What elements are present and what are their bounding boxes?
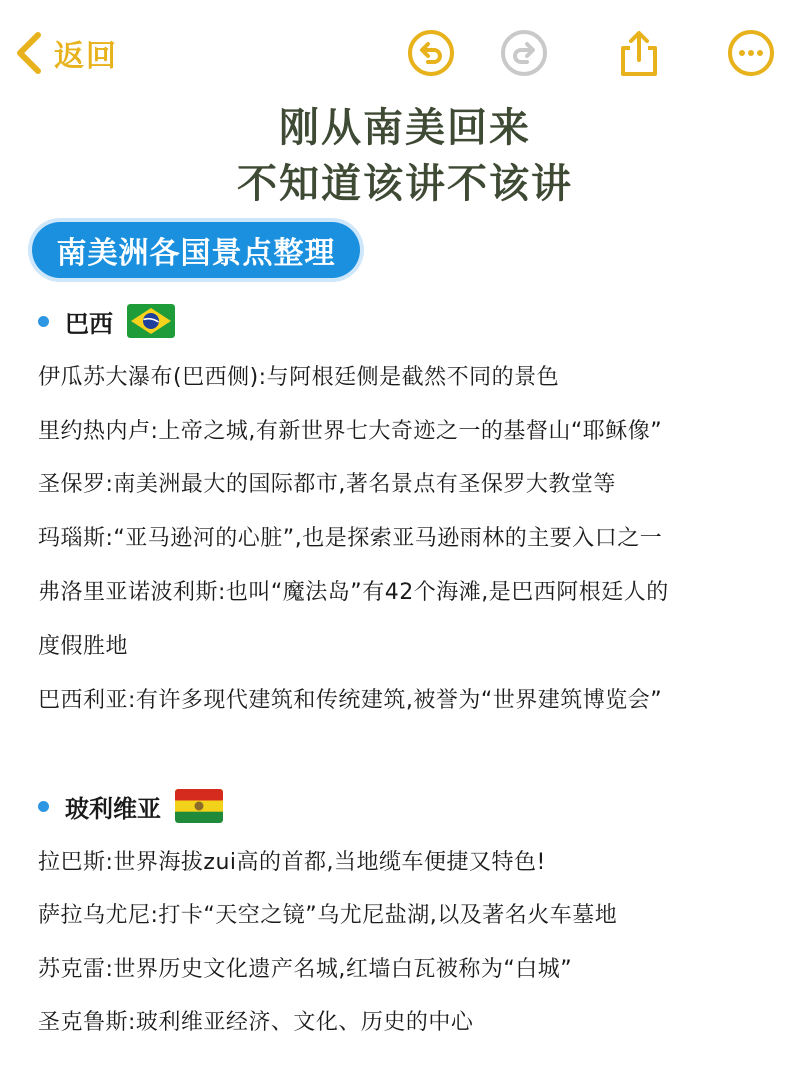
- list-item: 弗洛里亚诺波利斯:也叫“魔法岛”有42个海滩,是巴西阿根廷人的: [38, 580, 669, 605]
- list-item: 巴西利亚:有许多现代建筑和传统建筑,被誉为“世界建筑博览会”: [38, 688, 663, 713]
- back-label: 返回: [54, 39, 118, 74]
- back-button[interactable]: [14, 30, 118, 76]
- undo-button[interactable]: [406, 28, 456, 78]
- list-item: 苏克雷:世界历史文化遗产名城,红墙白瓦被称为“白城”: [38, 957, 573, 982]
- more-button[interactable]: [726, 28, 776, 78]
- page-title-line-1: 刚从南美回来: [279, 105, 531, 151]
- list-item: 萨拉乌尤尼:打卡“天空之镜”乌尤尼盐湖,以及著名火车墓地: [38, 903, 618, 928]
- share-button[interactable]: [614, 28, 664, 78]
- list-item: 伊瓜苏大瀑布(巴西侧):与阿根廷侧是截然不同的景色: [38, 365, 560, 390]
- top-bar: [0, 0, 810, 100]
- share-icon: [614, 28, 664, 78]
- section-heading-bolivia: [38, 786, 223, 826]
- section-heading-brazil: [38, 301, 175, 341]
- list-item: 圣克鲁斯:玻利维亚经济、文化、历史的中心: [38, 1010, 474, 1035]
- back-chevron-icon: [14, 31, 44, 75]
- bolivia-flag-icon: [175, 789, 223, 823]
- redo-icon: [499, 28, 549, 78]
- list-item: 玛瑙斯:“亚马逊河的心脏”,也是探索亚马逊雨林的主要入口之一: [38, 526, 663, 551]
- list-item: 圣保罗:南美洲最大的国际都市,著名景点有圣保罗大教堂等: [38, 472, 616, 497]
- list-item: 度假胜地: [38, 634, 129, 659]
- redo-button[interactable]: [499, 28, 549, 78]
- section-banner: 南美洲各国景点整理: [32, 222, 360, 278]
- section-name: 玻利维亚: [65, 794, 161, 823]
- more-icon: [726, 28, 776, 78]
- list-item: 里约热内卢:上帝之城,有新世界七大奇迹之一的基督山“耶稣像”: [38, 419, 663, 444]
- undo-icon: [406, 28, 456, 78]
- section-name: 巴西: [65, 309, 113, 338]
- page-title-line-2: 不知道该讲不该讲: [237, 161, 573, 207]
- list-item: 拉巴斯:世界海拔zui高的首都,当地缆车便捷又特色!: [38, 850, 546, 875]
- brazil-flag-icon: [127, 304, 175, 338]
- bullet-dot-icon: [38, 316, 49, 327]
- bullet-dot-icon: [38, 801, 49, 812]
